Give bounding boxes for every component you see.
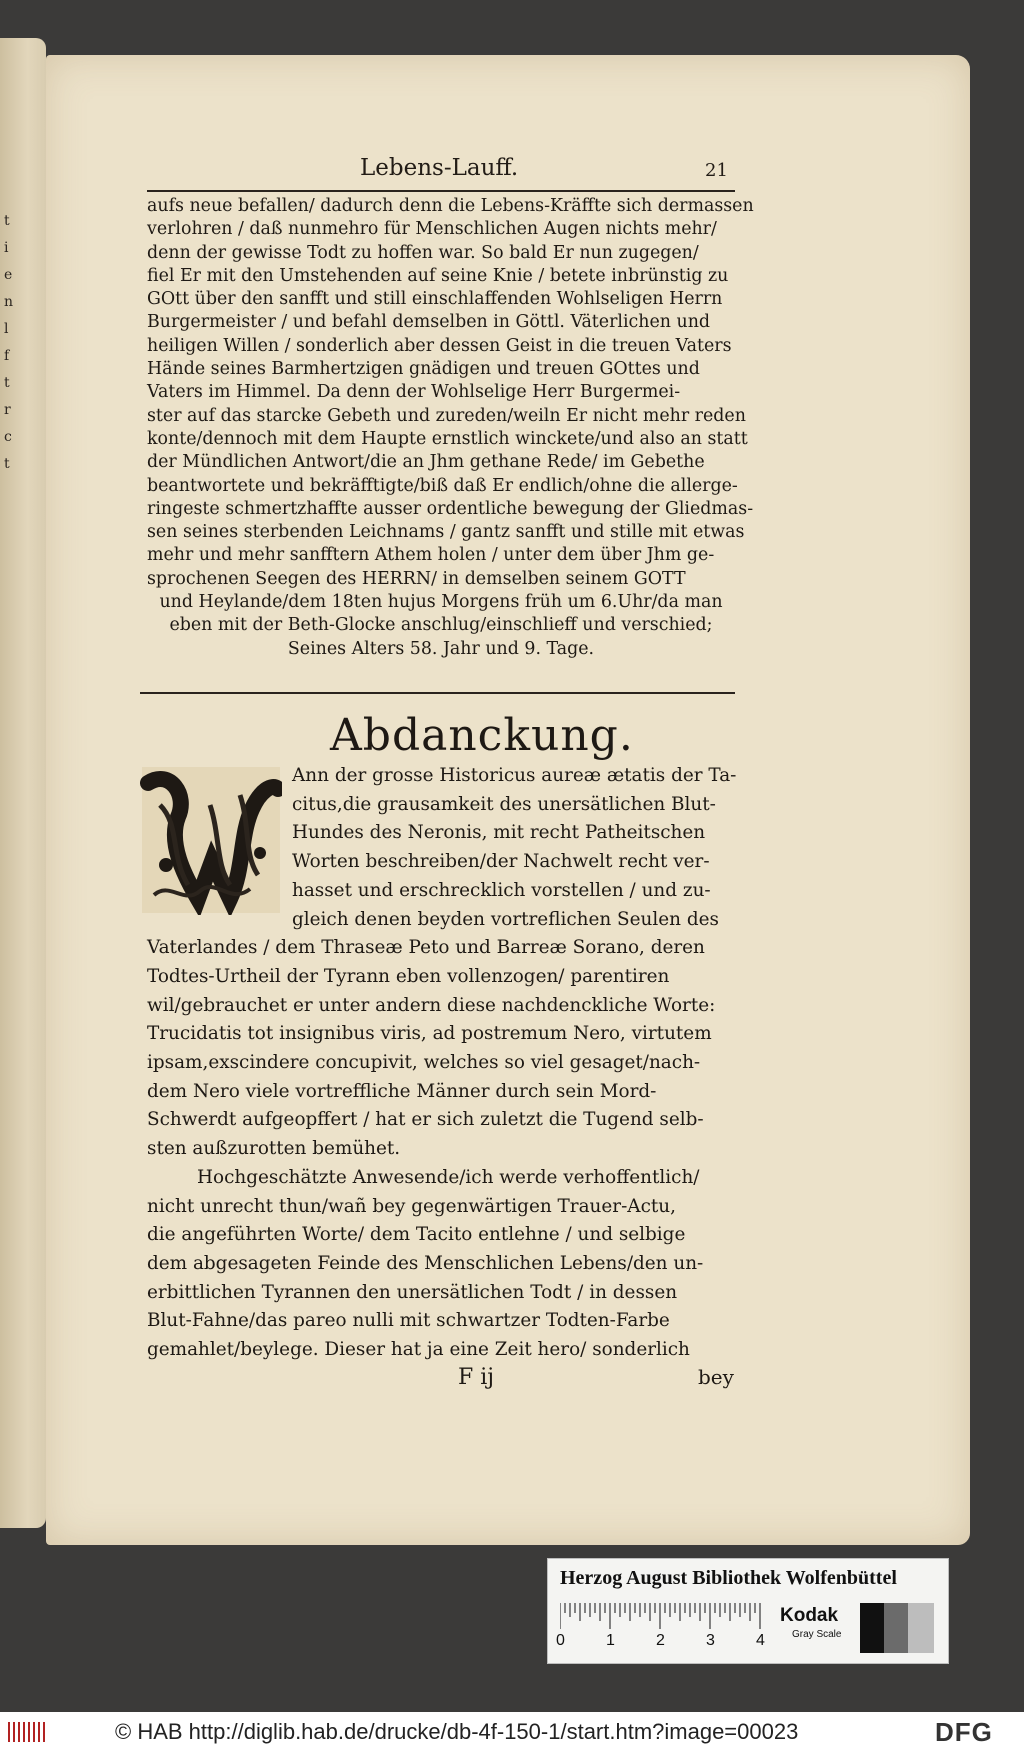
text-line: Burgermeister / und befahl demselben in Göttl. Väterlichen und	[147, 312, 711, 333]
previous-page-mark: t	[4, 456, 10, 472]
ruler-number: 1	[606, 1632, 615, 1649]
gray-swatch-black	[860, 1603, 884, 1653]
viewer-footer	[0, 1712, 1024, 1750]
text-line: die angeführten Worte/ dem Tacito entlehne / und selbige	[147, 1224, 686, 1246]
section-title: Abdanckung.	[330, 710, 634, 761]
text-line: konte/dennoch mit dem Haupte ernstlich winckete/und also an statt	[147, 428, 748, 449]
text-line: nicht unrecht thun/wañ bey gegenwärtigen Trauer-Actu,	[147, 1195, 676, 1217]
header-rule	[147, 190, 735, 192]
section-rule	[140, 692, 735, 694]
text-line: verlohren / daß nunmehro für Menschlichen Augen nichts mehr/	[147, 219, 717, 240]
text-line: sen seines sterbenden Leichnams / gantz sanfft und stille mit etwas	[147, 522, 745, 543]
dfg-logo: DFG	[935, 1717, 993, 1747]
text-line: citus,die grausamkeit des unersätlichen Blut-	[292, 793, 716, 815]
text-line: heiligen Willen / sonderlich aber dessen Geist in die treuen Vaters	[147, 335, 732, 356]
previous-page-marks	[4, 208, 18, 478]
previous-page-mark: c	[4, 429, 12, 445]
text-line: ringeste schmertzhaffte ausser ordentliche bewegung der Gliedmas-	[147, 498, 754, 519]
text-line: mehr und mehr sanfftern Athem holen / unter dem über Jhm ge-	[147, 545, 715, 566]
previous-page-mark: f	[4, 348, 10, 364]
text-line: fiel Er mit den Umstehenden auf seine Knie / betete inbrünstig zu	[147, 265, 729, 286]
previous-page-mark: n	[4, 294, 14, 310]
library-label	[547, 1558, 949, 1664]
text-line: gleich denen beyden vortreflichen Seulen des	[292, 908, 719, 930]
running-head: Lebens-Lauff.	[360, 155, 519, 181]
gray-swatch-light	[908, 1603, 934, 1653]
previous-page-mark: e	[4, 267, 13, 283]
text-line: eben mit der Beth-Glocke anschlug/einschlieff und verschied;	[169, 615, 713, 636]
previous-page-mark: r	[4, 402, 11, 418]
kodak-brand: Kodak	[780, 1605, 839, 1626]
text-line: Blut-Fahne/das pareo nulli mit schwartzer Todten-Farbe	[147, 1310, 670, 1332]
text-line: wil/gebrauchet er unter andern diese nachdenckliche Worte:	[147, 994, 716, 1016]
body-text	[147, 762, 737, 1365]
page-number: 21	[705, 160, 728, 181]
library-name: Herzog August Bibliothek Wolfenbüttel	[560, 1567, 897, 1589]
gray-swatch-dark	[884, 1603, 908, 1653]
text-line: sprochenen Seegen des HERRN/ in demselben seinem GOTT	[147, 568, 686, 589]
text-line: aufs neue befallen/ dadurch denn die Lebens-Kräffte sich dermassen	[147, 196, 754, 216]
text-line: und Heylande/dem 18ten hujus Morgens früh um 6.Uhr/da man	[159, 592, 723, 613]
narrative-text	[147, 195, 754, 661]
text-line: Hundes des Neronis, mit recht Patheitschen	[292, 822, 706, 844]
catchword: bey	[698, 1365, 734, 1389]
signature-mark: F ij	[458, 1365, 495, 1390]
text-line: GOtt über den sanfft und still einschlaffenden Wohlseligen Herrn	[147, 289, 723, 310]
hab-barcode-logo	[8, 1720, 48, 1744]
gray-scale-caption: Gray Scale	[792, 1629, 842, 1640]
text-line: Vaterlandes / dem Thraseæ Peto und Barreæ Sorano, deren	[147, 937, 705, 959]
text-line: gemahlet/beylege. Dieser hat ja eine Zeit hero/ sonderlich	[147, 1339, 690, 1361]
text-line: dem abgesageten Feinde des Menschlichen Lebens/den un-	[147, 1252, 704, 1274]
ruler-number: 2	[656, 1632, 665, 1649]
text-line: sten außzurotten bemühet.	[147, 1138, 401, 1160]
ruler-scale	[560, 1603, 770, 1629]
ruler-number: 4	[756, 1632, 765, 1649]
text-line: Seines Alters 58. Jahr und 9. Tage.	[287, 638, 595, 659]
ruler-number: 0	[556, 1632, 565, 1649]
text-line: beantwortete und bekräfftigte/biß daß Er endlich/ohne die allerge-	[147, 475, 738, 496]
text-line: denn der gewisse Todt zu hoffen war. So bald Er nun zugegen/	[147, 242, 699, 263]
text-line: ster auf das starcke Gebeth und zureden/weiln Er nicht mehr reden	[147, 405, 746, 426]
text-line: der Mündlichen Antwort/die an Jhm gethane Rede/ im Gebethe	[147, 452, 705, 473]
text-line: ipsam,exscindere concupivit, welches so viel gesaget/nach-	[147, 1052, 701, 1074]
previous-page-edge	[0, 38, 46, 1528]
text-line: dem Nero viele vortreffliche Männer durch sein Mord-	[147, 1080, 657, 1102]
text-line: Hochgeschätzte Anwesende/ich werde verhoffentlich/	[197, 1166, 700, 1188]
text-line: Schwerdt aufgeopffert / hat er sich zuletzt die Tugend selb-	[147, 1109, 704, 1131]
source-link[interactable]: © HAB http://diglib.hab.de/drucke/db-4f-150-1/start.htm?image=00023	[115, 1719, 799, 1744]
text-line: erbittlichen Tyrannen den unersätlichen Todt / in dessen	[147, 1281, 678, 1303]
previous-page-mark: t	[4, 213, 10, 229]
previous-page-mark: i	[4, 240, 9, 256]
text-line: Todtes-Urtheil der Tyrann eben vollenzogen/ parentiren	[147, 965, 670, 987]
text-line: Trucidatis tot insignibus viris, ad postremum Nero, virtutem	[147, 1023, 712, 1045]
previous-page-mark: l	[4, 321, 9, 337]
previous-page-mark: t	[4, 375, 10, 391]
text-line: hasset und erschrecklich vorstellen / und zu-	[292, 879, 711, 901]
text-line: Vaters im Himmel. Da denn der Wohlselige Herr Burgermei-	[147, 382, 681, 403]
ruler-number: 3	[706, 1632, 715, 1649]
text-line: Worten beschreiben/der Nachwelt recht ver-	[292, 851, 710, 873]
text-line: Hände seines Barmhertzigen gnädigen und treuen GOttes und	[147, 359, 700, 380]
text-line: Ann der grosse Historicus aureæ ætatis der Ta-	[292, 765, 737, 786]
